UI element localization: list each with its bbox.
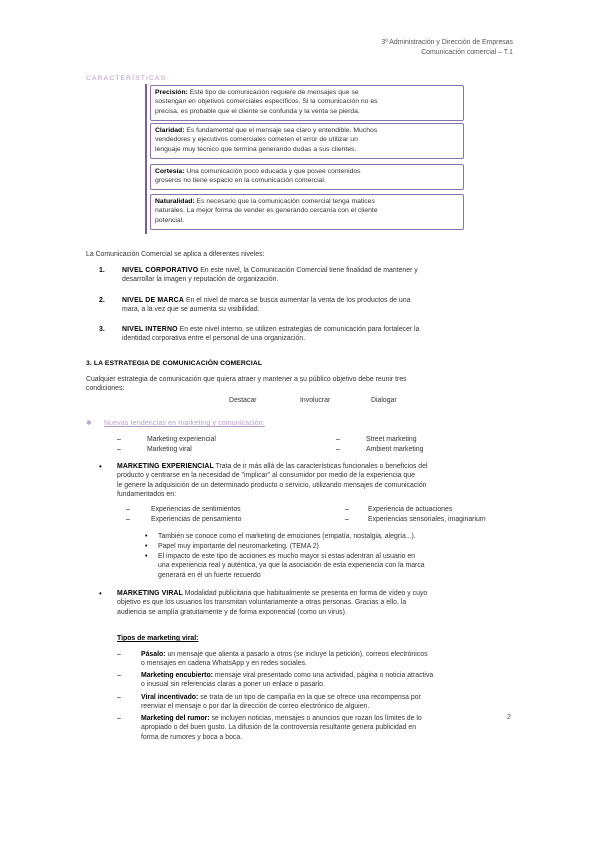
page-number: 2 [507,714,511,721]
nivel-corporativo: 1. NIVEL CORPORATIVO En este nivel, la Comunicación Comercial tiene finalidad de mantener y desarrollar la imagen y reputación de organización. [99,267,418,284]
list-item: – Street marketing [336,436,417,443]
list-item: – Marketing experiencial [117,436,216,443]
box-cortesia: Cortesía: Una comunicación poco educada y que posee contenidos groseros no tiene espacio en la comunicación comercial. [150,164,464,190]
nivel-interno: 3. NIVEL INTERNO En este nivel interno, se utilizen estrategias de comunicación para fortalecer la identidad corporativa entre el personal de una organización. [99,326,420,343]
box-naturalidad: Naturalidad: Es necesario que la comunicación comercial tenga matices naturales. La mejor forma de vender es generando cercanía con el cliente potencial. [150,194,464,230]
niveles-intro: La Comunicación Comercial se aplica a diferentes niveles: [86,251,265,258]
bullet-icon: • [145,533,148,540]
header-subject: Comunicación comercial – T.1 [421,49,513,56]
star-icon: ✱ [86,420,92,427]
marketing-viral: • MARKETING VIRAL Modalidad publicitaria que habitualmente se presenta en forma de vídeo y cuyo objetivo es que los usuarios los transmitan voluntariamente a otras personas. Gracias a ello, la audiencia se amplía gratuitamente y de forma exponencial (como un virus). [99,589,428,616]
list-item: – Ambient marketing [336,446,424,453]
tipo-marketing-encubierto: – Marketing encubierto: mensaje viral presentado como una actividad, página o noticia atractiva o inusual sin referencias claras a poner un enlace o pasarlo. [117,672,434,689]
header-course: 3º Administración y Dirección de Empresas [381,39,513,46]
section-title-caracteristicas: CARACTERÍSTICAS [86,75,167,82]
marketing-experiencial: • MARKETING EXPERIENCIAL Trata de ir más allá de las características funcionales o beneficios del producto y centrarse en la necesidad de "implicar" al consumidor por medio de la experiencia que le genere la adquisición de un determinado producto o servicio, utilizando mensajes de comunicación fundamentados en: [99,462,428,499]
condition-involucrar: Involucrar [300,397,331,404]
nivel-marca: 2. NIVEL DE MARCA En el nivel de marca se busca aumentar la venta de los productos de una mara, a la vez que se aumenta su visibilidad. [99,297,411,314]
tendencias-title: ✱ Nuevas tendencias en marketing y comunicación: [86,420,265,427]
list-item: – Marketing viral [117,446,192,453]
bullet-icon: • [145,553,148,560]
accent-line [145,84,147,234]
bullet-icon: • [145,543,148,550]
list-item: – Experiencias de sentimientos [126,506,241,513]
bullet-icon: • [99,589,102,598]
list-item: – Experiencias de pensamiento [126,516,242,523]
box-precision: Precisión: Este tipo de comunicación requiere de mensajes que se sostengan en objetivos comerciales específicos. Si la comunicación no es precisa, es probable que el cliente se confunda y la venta se pierda. [150,85,464,121]
box-claridad: Claridad: Es fundamental que el mensaje sea claro y entendible. Muchos vendedores y ejecutivos comerciales cometen el error de utilizar un lenguaje muy técnico que termina generando dudas a sus clientes. [150,123,464,159]
list-item: • También se conoce como el marketing de emociones (empatía, nostalgia, alegría...). [145,533,416,540]
list-item: • El impacto de este tipo de acciones es mucho mayor si estas adentran al usuario en una experiencia real y auténtica, ya que la asociación de esta experiencia con la marca generará en él un fuerte recuerdo [145,553,425,579]
tipos-title: Tipos de marketing viral: [117,635,199,642]
tipo-viral-incentivado: – Viral incentivado: se trata de un tipo de campaña en la que se ofrece una recompensa por reenviar el mensaje o por dar la dirección de correo electrónico de alguien. [117,694,421,711]
list-item: – Experiencias sensoriales, imaginarium [345,516,486,523]
tipo-pasalo: – Pásalo: un mensaje que alienta a pasarlo a otros (se incluye la petición), correos electrónicos o mensajes en cadena WhatsApp y en redes sociales. [117,651,428,668]
tipo-marketing-del-rumor: – Marketing del rumor: se incluyen noticias, mensajes o anuncios que rozan los límites de lo apropiado o del buen gusto. La difusión de la controversia resultante genera publicidad en forma de rumores y boca a boca. [117,715,422,741]
bullet-icon: • [99,462,102,471]
list-item: – Experiencia de actuaciones [345,506,453,513]
condition-dialogar: Dialogar [371,397,397,404]
estrategia-text: Cualquier estrategia de comunicación que quiera atraer y mantener a su público objetivo debe reunir tres condiciones: [86,376,407,393]
section-title-estrategia: 3. LA ESTRATEGIA DE COMUNICACIÓN COMERCIAL [86,360,263,367]
condition-destacar: Destacar [229,397,257,404]
list-item: • Papel muy importante del neuromarketing. (TEMA 2) [145,543,319,550]
